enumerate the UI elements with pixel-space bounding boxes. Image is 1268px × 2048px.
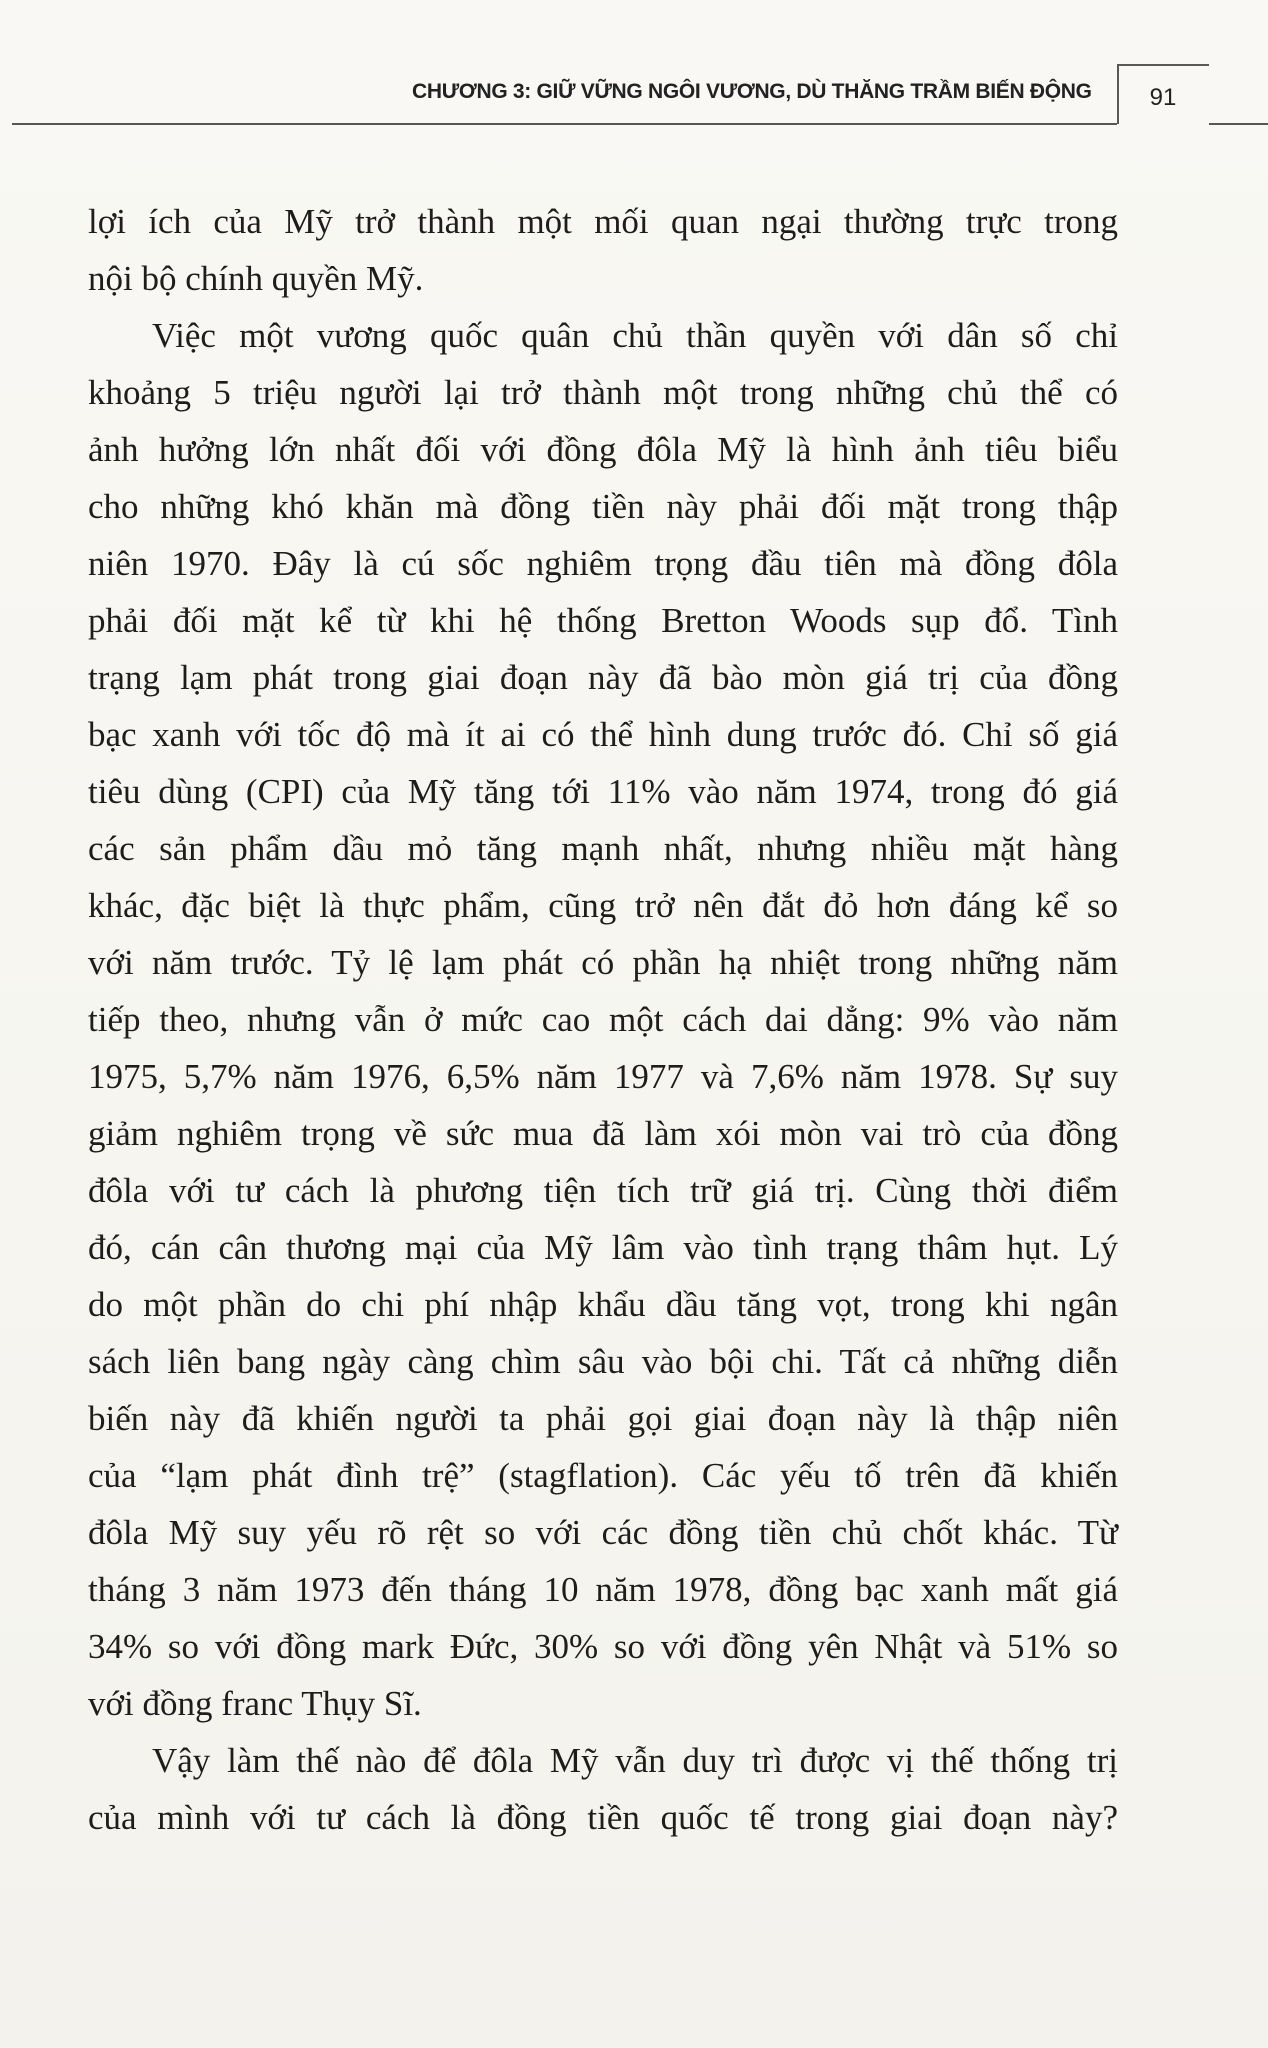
text-line: sách liên bang ngày càng chìm sâu vào bội chi. Tất cả những diễn xyxy=(88,1342,1118,1381)
text-line: biến này đã khiến người ta phải gọi giai đoạn này là thập niên xyxy=(88,1399,1118,1438)
body-text xyxy=(88,193,1118,1846)
paragraph xyxy=(88,193,1118,307)
paragraph xyxy=(88,307,1118,1732)
text-line: đôla với tư cách là phương tiện tích trữ giá trị. Cùng thời điểm xyxy=(88,1171,1118,1210)
text-line: Vậy làm thế nào để đôla Mỹ vẫn duy trì được vị thế thống trị xyxy=(152,1741,1118,1780)
text-line: cho những khó khăn mà đồng tiền này phải đối mặt trong thập xyxy=(88,487,1118,526)
text-line: ảnh hưởng lớn nhất đối với đồng đôla Mỹ là hình ảnh tiêu biểu xyxy=(88,430,1118,469)
running-head-title: CHƯƠNG 3: GIỮ VỮNG NGÔI VƯƠNG, DÙ THĂNG TRẦM BIẾN ĐỘNG xyxy=(412,80,1092,103)
text-line: các sản phẩm dầu mỏ tăng mạnh nhất, nhưng nhiều mặt hàng xyxy=(88,829,1118,868)
paragraph xyxy=(88,1732,1118,1846)
page-number-box-rule xyxy=(1209,123,1268,125)
text-line: 34% so với đồng mark Đức, 30% so với đồng yên Nhật và 51% so xyxy=(88,1627,1118,1666)
text-line: tiếp theo, nhưng vẫn ở mức cao một cách dai dẳng: 9% vào năm xyxy=(88,1000,1118,1039)
text-line: trạng lạm phát trong giai đoạn này đã bào mòn giá trị của đồng xyxy=(88,658,1118,697)
text-line: với năm trước. Tỷ lệ lạm phát có phần hạ nhiệt trong những năm xyxy=(88,943,1118,982)
header-rule xyxy=(12,123,1117,125)
text-line: đôla Mỹ suy yếu rõ rệt so với các đồng tiền chủ chốt khác. Từ xyxy=(88,1513,1118,1552)
text-line: giảm nghiêm trọng về sức mua đã làm xói mòn vai trò của đồng xyxy=(88,1114,1118,1153)
text-line: nội bộ chính quyền Mỹ. xyxy=(88,259,424,298)
text-line: đó, cán cân thương mại của Mỹ lâm vào tình trạng thâm hụt. Lý xyxy=(88,1228,1118,1267)
text-line: với đồng franc Thụy Sĩ. xyxy=(88,1684,422,1723)
text-line: niên 1970. Đây là cú sốc nghiêm trọng đầu tiên mà đồng đôla xyxy=(88,544,1118,583)
text-line: 1975, 5,7% năm 1976, 6,5% năm 1977 và 7,6% năm 1978. Sự suy xyxy=(88,1057,1118,1096)
text-line: của mình với tư cách là đồng tiền quốc tế trong giai đoạn này? xyxy=(88,1798,1118,1837)
text-line: lợi ích của Mỹ trở thành một mối quan ngại thường trực trong xyxy=(88,202,1118,241)
text-line: tháng 3 năm 1973 đến tháng 10 năm 1978, đồng bạc xanh mất giá xyxy=(88,1570,1118,1609)
text-line: của “lạm phát đình trệ” (stagflation). Các yếu tố trên đã khiến xyxy=(88,1456,1118,1495)
text-line: do một phần do chi phí nhập khẩu dầu tăng vọt, trong khi ngân xyxy=(88,1285,1118,1324)
text-line: khoảng 5 triệu người lại trở thành một trong những chủ thể có xyxy=(88,373,1118,412)
text-line: tiêu dùng (CPI) của Mỹ tăng tới 11% vào năm 1974, trong đó giá xyxy=(88,772,1118,811)
text-line: phải đối mặt kể từ khi hệ thống Bretton Woods sụp đổ. Tình xyxy=(88,601,1118,640)
text-line: bạc xanh với tốc độ mà ít ai có thể hình dung trước đó. Chỉ số giá xyxy=(88,715,1118,754)
text-line: Việc một vương quốc quân chủ thần quyền với dân số chỉ xyxy=(152,316,1118,355)
page-number: 91 xyxy=(1149,84,1177,111)
text-line: khác, đặc biệt là thực phẩm, cũng trở nên đắt đỏ hơn đáng kể so xyxy=(88,886,1118,925)
